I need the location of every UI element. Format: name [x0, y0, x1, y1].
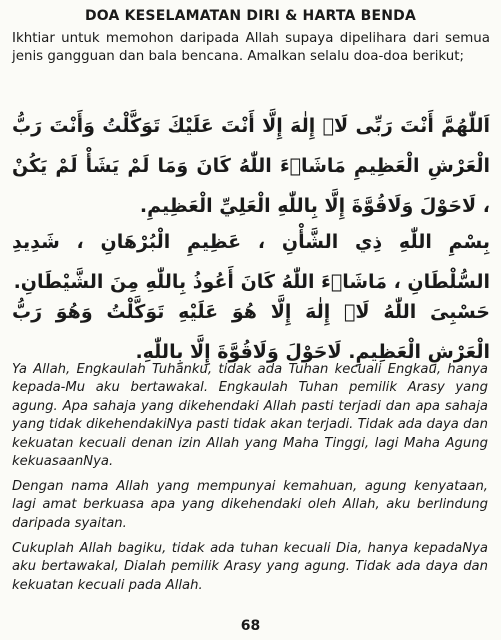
intro-paragraph: Ikhtiar untuk memohon daripada Allah supaya dipelihara dari semua jenis gangguan dan bala bencana. Amalkan selalu doa-doa berikut; — [12, 31, 490, 64]
translation-paragraph-1: Ya Allah, Engkaulah Tuhanku, tidak ada Tuhan kecuali Engkau, hanya kepada-Mu aku bertawakal. Engkaulah Tuhan pemilik Arasy yang agung. Apa sahaja yang dikehendaki Allah pasti terjadi dan apa sahaja yang tidak dikehendakiNya pasti tidak akan terjadi. Tidak ada daya dan kekuatan kecuali denan izin Allah yang Maha Tinggi, lagi Maha Agung kekuasaanNya. — [12, 362, 488, 470]
arabic-prayer-3: حَسْبِىَ اللّٰهُ لَاۤ إِلٰهَ إِلَّا هُوَ عَلَيْهِ تَوَكَّلْتُ وَهُوَ رَبُّ الْعَرْشِ الْعَظِيمِ. لَاحَوْلَ وَلَاقُوَّةَ إِلَّا بِاللّٰهِ. — [12, 301, 490, 363]
translation-paragraph-3: Cukuplah Allah bagiku, tidak ada tuhan kecuali Dia, hanya kepadaNya aku bertawakal, Dialah pemilik Arasy yang agung. Tidak ada daya dan kekuatan kecuali pada Allah. — [12, 541, 488, 593]
arabic-prayer-1: اَللّٰهُمَّ أَنْتَ رَبِّى لَاۤ إِلٰهَ إِلَّا أَنْتَ عَلَيْكَ تَوَكَّلْتُ وَأَنْتَ رَبُّ الْعَرْشِ الْعَظِيمِ مَاشَاۤءَ اللّٰهُ كَانَ وَمَا لَمْ يَشَأْ لَمْ يَكُنْ ، لَاحَوْلَ وَلَاقُوَّةَ إِلَّا بِاللّٰهِ الْعَلِيِّ الْعَظِيمِ. — [12, 115, 490, 217]
page-number: 68 — [240, 618, 261, 634]
translation-paragraph-2: Dengan nama Allah yang mempunyai kemahuan, agung kenyataan, lagi amat berkuasa apa yang dikehendaki oleh Allah, aku berlindung daripada syaitan. — [12, 479, 488, 531]
page-title: DOA KESELAMATAN DIRI & HARTA BENDA — [84, 8, 417, 24]
arabic-prayer-2: بِسْمِ اللّٰهِ ذِي الشَّأْنِ ، عَظِيمِ الْبُرْهَانِ ، شَدِيدِ السُّلْطَانِ ، مَاشَاۤءَ اللّٰهُ كَانَ أَعُوذُ بِاللّٰهِ مِنَ الشَّيْطَانِ. — [12, 231, 490, 293]
